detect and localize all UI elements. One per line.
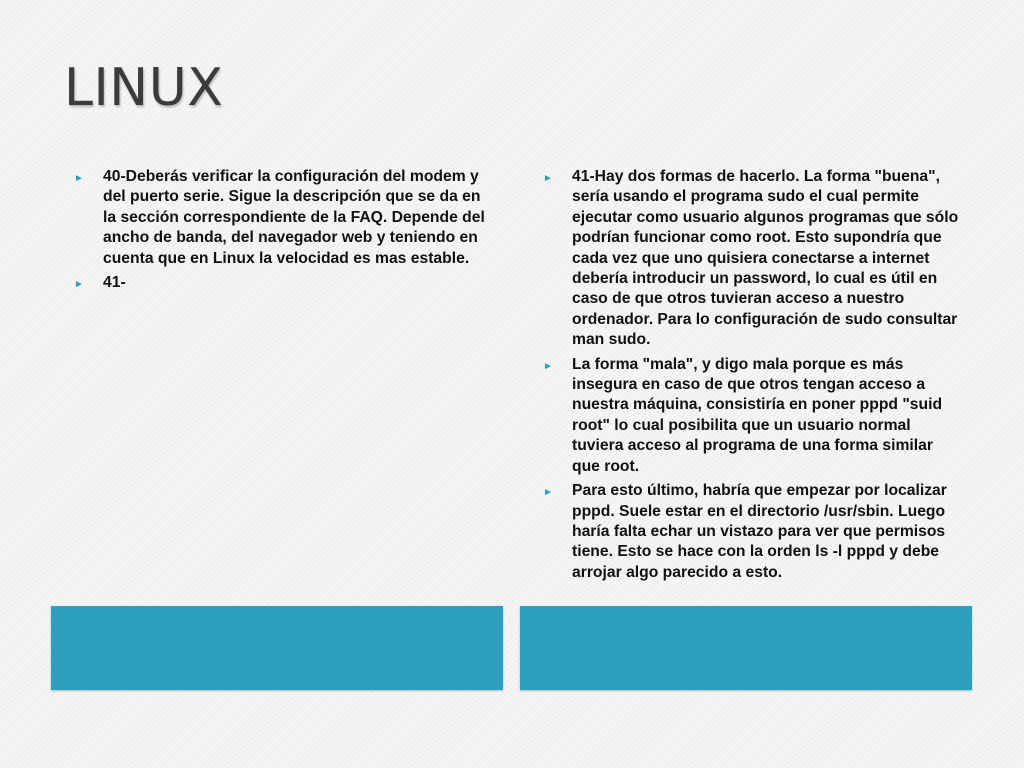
list-item	[74, 273, 494, 293]
triangle-right-icon: ►	[543, 487, 553, 499]
right-bullet-list	[543, 167, 963, 587]
triangle-right-icon: ►	[74, 279, 84, 291]
bullet-text: 41-Hay dos formas de hacerlo. La forma "buena", sería usando el programa sudo el cual permite ejecutar como usuario algunos programas que sólo podrían funcionar como root. Esto supondría que cada vez que uno quisiera conectarse a internet debería introducir un password, lo cual es útil en caso de que otros tuvieran acceso a nuestro ordenador. Para lo configuración de sudo consultar man sudo.	[572, 168, 959, 349]
list-item	[543, 355, 963, 477]
right-accent-bar	[520, 606, 972, 690]
triangle-right-icon: ►	[543, 360, 553, 372]
bullet-text: 41-	[103, 274, 126, 292]
left-bullet-list	[74, 167, 494, 297]
triangle-right-icon: ►	[543, 173, 553, 184]
left-accent-bar	[51, 606, 503, 690]
list-item	[543, 167, 963, 351]
list-item	[543, 481, 963, 583]
bullet-text: Para esto último, habría que empezar por localizar pppd. Suele estar en el directorio /usr/sbin. Luego haría falta echar un vistazo para ver que permisos tiene. Esto se hace con la orden ls -l pppd y debe arrojar algo parecido a esto.	[572, 482, 947, 581]
triangle-right-icon: ►	[74, 173, 84, 184]
slide-title: LINUX	[64, 58, 224, 118]
bullet-text: 40-Deberás verificar la configuración del modem y del puerto serie. Sigue la descripción que se da en la sección correspondiente de la FAQ. Depende del ancho de banda, del navegador web y teniendo en cuenta que en Linux la velocidad es mas estable.	[103, 168, 485, 267]
list-item	[74, 167, 494, 269]
bullet-text: La forma "mala", y digo mala porque es más insegura en caso de que otros tengan acceso a nuestra máquina, consistiría en poner pppd "suid root" lo cual posibilita que un usuario normal tuviera acceso al programa de una forma similar que root.	[572, 355, 943, 475]
